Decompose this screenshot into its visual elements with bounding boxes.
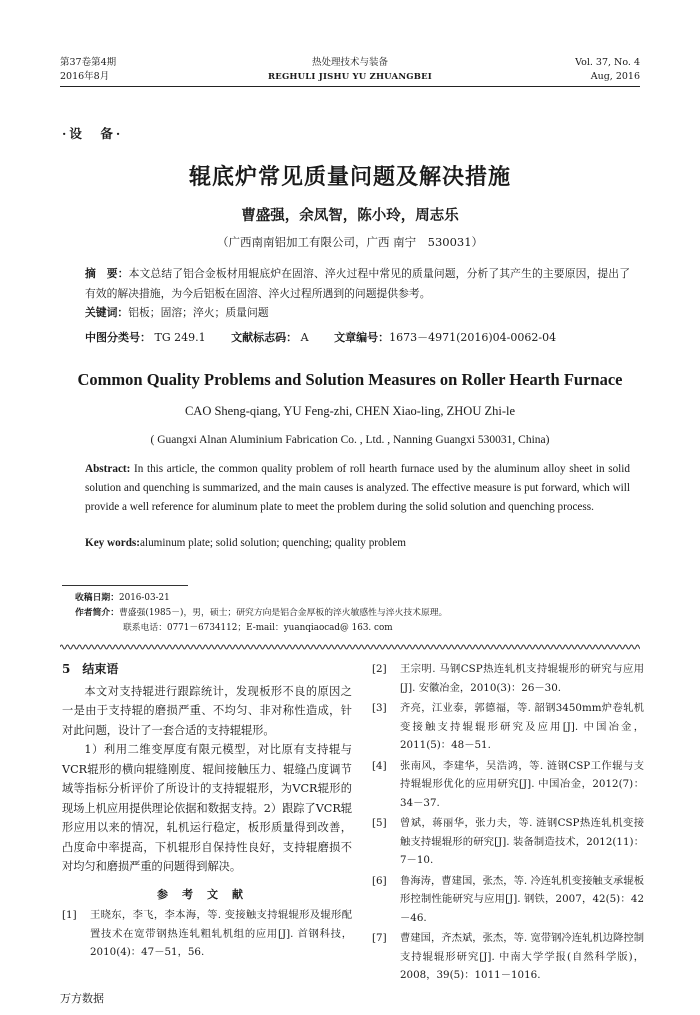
abstract-en — [85, 460, 630, 517]
received-label: 收稿日期： — [75, 593, 119, 603]
reference-item — [62, 906, 352, 962]
reference-number: [6] — [372, 874, 387, 887]
reference-number: [7] — [372, 932, 387, 944]
reference-item — [372, 660, 644, 697]
clc-value: TG 249.1 — [154, 331, 206, 344]
doc-code-label: 文献标志码： — [231, 331, 298, 344]
abstract-en-label: Abstract: — [85, 463, 131, 475]
author-bio-value: 曹盛强(1985－)，男，硕士；研究方向是铝合金厚板的淬火敏感性与淬火技术原理。 — [119, 608, 448, 618]
title-en: Common Quality Problems and Solution Measures on Roller Hearth Furnace — [77, 370, 623, 389]
title-cn: 辊底炉常见质量问题及解决措施 — [188, 164, 511, 190]
header-date-cn: 2016年8月 — [60, 71, 110, 82]
received-value: 2016-03-21 — [119, 593, 170, 603]
right-column — [372, 660, 644, 987]
reference-item — [372, 757, 644, 813]
clc-label: 中图分类号： — [85, 331, 151, 344]
abstract-cn-text: 本文总结了铝合金板材用辊底炉在固溶、淬火过程中常见的质量问题，分析了其产生的主要原因，提出了有效的解决措施，为今后铝板在固溶、淬火过程所遇到的问题提供参考。 — [85, 267, 630, 300]
header-journal-en: REGHULI JISHU YU ZHUANGBEI — [268, 72, 432, 82]
abstract-en-text: In this article, the common quality problem of roll hearth furnace used by the aluminum alloy sheet in solid solution and quenching is summarized, and the main causes is analyzed. The effective measure is put forward, which will provide a well reference for aluminum plate to meet the problem during the solid solution and quenching process. — [85, 463, 630, 513]
keywords-en-text: aluminum plate; solid solution; quenching; quality problem — [140, 537, 406, 549]
reference-number: [5] — [372, 817, 387, 829]
wave-divider — [60, 643, 640, 651]
reference-text: 曹建国，齐杰斌，张杰，等. 宽带钢冷连轧机边降控制支持辊辊形研究[J]. 中南大学学报(自然科学版)，2008，39(5)：1011－1016. — [400, 932, 644, 981]
left-column — [62, 660, 352, 964]
header-center — [60, 56, 640, 84]
reference-number: [4] — [372, 759, 387, 772]
header-date-en: Aug, 2016 — [590, 71, 640, 82]
reference-number: [2] — [372, 663, 387, 675]
keywords-cn-label: 关键词： — [85, 306, 129, 319]
affiliation-en: ( Guangxi Alnan Aluminium Fabrication Co. , Ltd. , Nanning Guangxi 530031, China) — [150, 434, 550, 446]
section-label: ·设 备· — [62, 126, 124, 141]
reference-item — [372, 929, 644, 985]
header-journal-cn: 热处理技术与装备 — [311, 57, 388, 68]
affiliation-cn: （广西南南铝加工有限公司，广西 南宁 530031） — [216, 235, 484, 249]
reference-item — [372, 814, 644, 870]
abstract-cn-label: 摘 要： — [85, 267, 129, 280]
contact-info: 联系电话：0771－6734112；E-mail：yuanqiaocad@ 163. com — [123, 623, 393, 633]
keywords-cn-text: 铝板；固溶；淬火；质量问题 — [128, 306, 269, 319]
authors-en: CAO Sheng-qiang, YU Feng-zhi, CHEN Xiao-ling, ZHOU Zhi-le — [184, 404, 516, 418]
abstract-cn — [85, 264, 630, 323]
reference-item — [372, 872, 644, 928]
classification-row — [85, 329, 630, 345]
running-header — [60, 54, 640, 87]
reference-number: [1] — [62, 909, 77, 921]
references-heading: 参考文献 — [157, 887, 257, 901]
watermark-text: 万方数据 — [60, 992, 104, 1005]
reference-text: 齐亮，江业泰，郭德福，等. 韶钢3450mm炉卷轧机变接触支持辊辊形研究及应用[J]. 中国冶金，2011(5)：48－51. — [400, 702, 644, 751]
article-no-value: 1673－4971(2016)04-0062-04 — [389, 331, 557, 344]
reference-text: 王宗明. 马钢CSP热连轧机支持辊辊形的研究与应用[J]. 安徽冶金，2010(3)：26－30. — [400, 663, 644, 694]
conclusion-paragraph-2: 1）利用二维变厚度有限元模型，对比原有支持辊与VCR辊形的横向辊缝刚度、辊间接触压力、辊缝凸度调节域等指标分析评价了所设计的支持辊辊形，为VCR辊形的现场上机应用提供理论依据和数据支持。2）跟踪了VCR辊形应用以来的情况，轧机运行稳定，板形质量得到改善，凸度命中率提高，下机辊形自保持性良好，支持辊磨损不对均匀和磨损严重的问题得到解决。 — [62, 743, 352, 873]
authors-cn: 曹盛强，余凤智，陈小玲，周志乐 — [241, 207, 459, 224]
header-volume-cn: 第37卷第4期 — [60, 57, 117, 68]
doc-code-value: A — [300, 331, 309, 344]
reference-text: 曾斌，蒋丽华，张力夫，等. 涟钢CSP热连轧机变接触支持辊辊形的研究[J]. 装备制造技术，2012(11)：7－10. — [400, 817, 644, 866]
author-bio-label: 作者简介： — [75, 608, 119, 618]
footnotes — [75, 591, 640, 636]
reference-number: [3] — [372, 702, 387, 714]
article-no-label: 文章编号： — [334, 331, 390, 344]
footnote-rule — [62, 585, 188, 586]
header-volume-en: Vol. 37, No. 4 — [575, 57, 640, 68]
conclusion-heading: 5 结束语 — [62, 662, 119, 676]
keywords-en-label: Key words: — [85, 537, 140, 549]
conclusion-paragraph-1: 本文对支持辊进行跟踪统计，发现板形不良的原因之一是由于支持辊的磨损严重、不均匀、非对称性造成，针对此问题，设计了一套合适的支持辊辊形。 — [62, 684, 352, 737]
reference-text: 张南风，李建华，吴浩鸿，等. 涟钢CSP工作辊与支持辊辊形优化的应用研究[J]. 中国冶金，2012(7)：34－37. — [400, 759, 644, 809]
reference-item — [372, 699, 644, 755]
reference-text: 王晓东，李飞，李本海，等. 变接触支持辊辊形及辊形配置技术在宽带钢热连轧粗轧机组的应用[J]. 首钢科技，2010(4)：47－51，56. — [90, 909, 352, 958]
reference-text: 鲁海涛，曹建国，张杰，等. 冷连轧机变接触支承辊板形控制性能研究与应用[J]. 钢铁，2007，42(5)：42－46. — [400, 874, 644, 924]
keywords-en — [85, 537, 630, 549]
header-right — [575, 56, 640, 84]
